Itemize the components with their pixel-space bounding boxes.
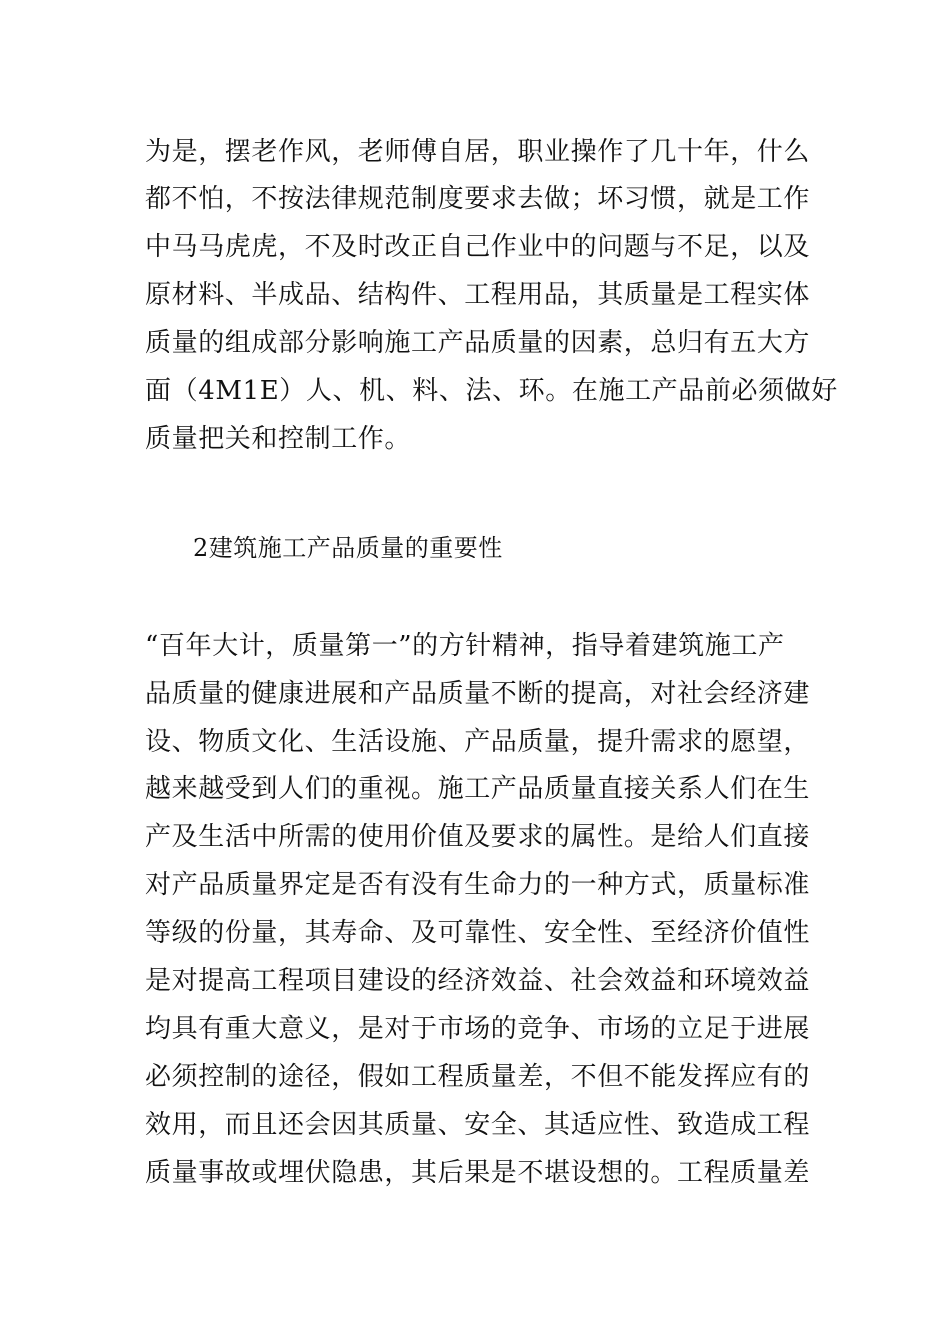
paragraph-2-line-10: 必须控制的途径，假如工程质量差，不但不能发挥应有的 — [145, 1062, 811, 1092]
paragraph-1-line-7: 质量把关和控制工作。 — [145, 424, 412, 454]
paragraph-2-line-2: 品质量的健康进展和产品质量不断的提高，对社会经济建 — [145, 679, 811, 709]
paragraph-2-line-12: 质量事故或埋伏隐患，其后果是不堪设想的。工程质量差 — [145, 1158, 811, 1188]
paragraph-2-line-7: 等级的份量，其寿命、及可靠性、安全性、至经济价值性 — [145, 918, 811, 948]
paragraph-2-line-1: “百年大计，质量第一”的方针精神，指导着建筑施工产 — [145, 631, 785, 661]
paragraph-2-line-8: 是对提高工程项目建设的经济效益、社会效益和环境效益 — [145, 966, 811, 996]
paragraph-1-line-5: 质量的组成部分影响施工产品质量的因素，总归有五大方 — [145, 328, 811, 358]
paragraph-2-line-11: 效用，而且还会因其质量、安全、其适应性、致造成工程 — [145, 1110, 811, 1140]
paragraph-1-line-4: 原材料、半成品、结构件、工程用品，其质量是工程实体 — [145, 280, 811, 310]
paragraph-2-line-3: 设、物质文化、生活设施、产品质量，提升需求的愿望， — [145, 727, 811, 757]
paragraph-1-line-1: 为是，摆老作风，老师傅自居，职业操作了几十年，什么 — [145, 137, 811, 167]
paragraph-2-line-4: 越来越受到人们的重视。施工产品质量直接关系人们在生 — [145, 774, 811, 804]
paragraph-2-line-5: 产及生活中所需的使用价值及要求的属性。是给人们直接 — [145, 822, 811, 852]
paragraph-1-line-2: 都不怕，不按法律规范制度要求去做；坏习惯，就是工作 — [145, 184, 811, 214]
paragraph-2-line-6: 对产品质量界定是否有没有生命力的一种方式，质量标准 — [145, 870, 811, 900]
section-heading: 2建筑施工产品质量的重要性 — [193, 534, 503, 562]
paragraph-1-line-6: 面（4M1E）人、机、料、法、环。在施工产品前必须做好 — [145, 376, 838, 406]
paragraph-1-line-3: 中马马虎虎，不及时改正自己作业中的问题与不足，以及 — [145, 232, 811, 262]
paragraph-2-line-9: 均具有重大意义，是对于市场的竞争、市场的立足于进展 — [145, 1014, 811, 1044]
